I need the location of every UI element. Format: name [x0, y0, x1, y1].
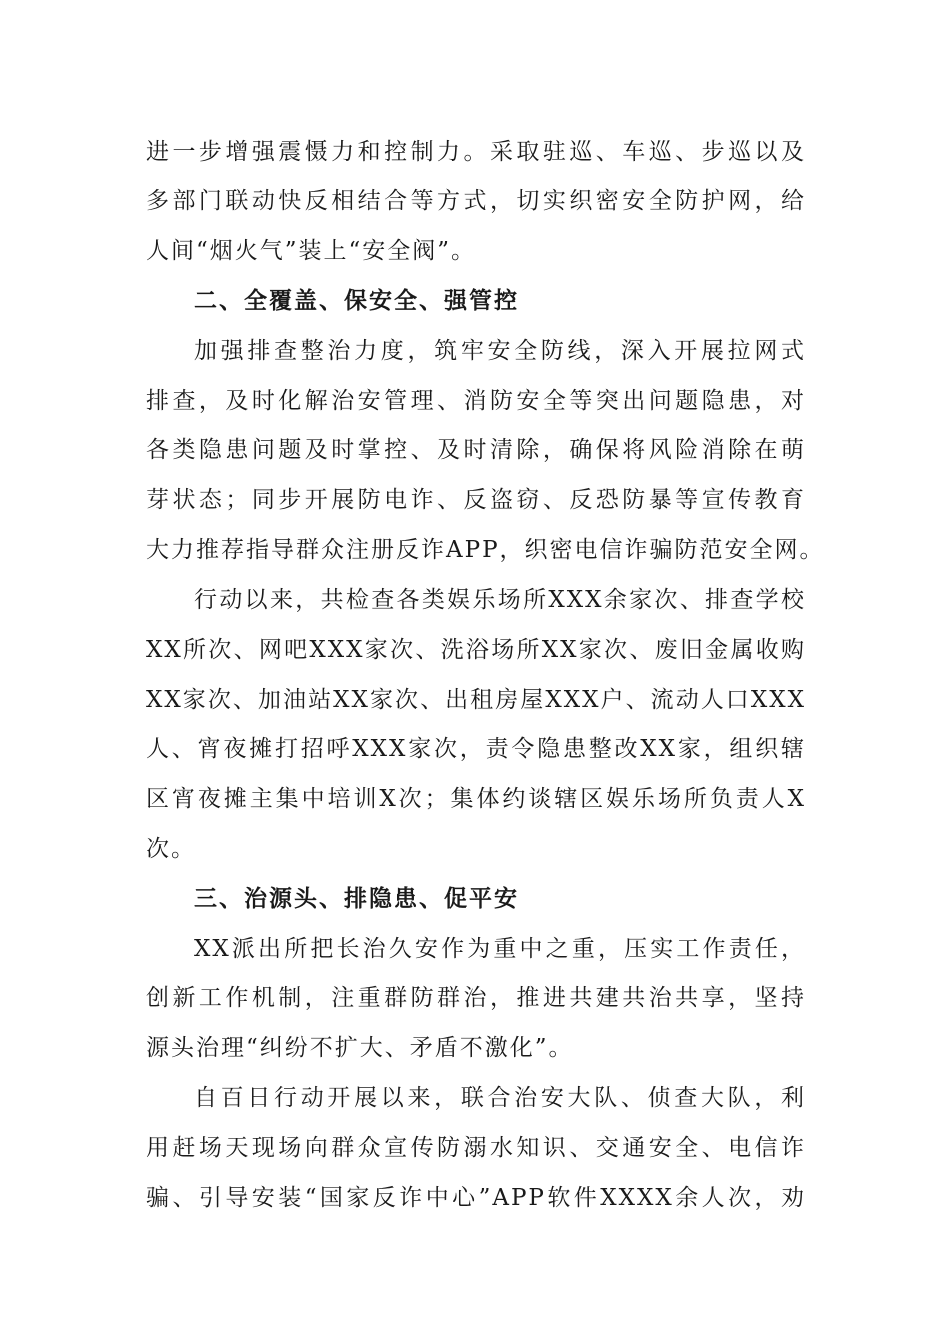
paragraph-line: 进一步增强震慑力和控制力。采取驻巡、车巡、步巡以及	[146, 139, 806, 165]
paragraph-line: XX所次、网吧XXX家次、洗浴场所XX家次、废旧金属收购	[146, 637, 806, 663]
paragraph-line: 用赶场天现场向群众宣传防溺水知识、交通安全、电信诈	[146, 1135, 806, 1161]
paragraph-line: 源头治理“纠纷不扩大、矛盾不激化”。	[146, 1035, 574, 1061]
paragraph-line: 多部门联动快反相结合等方式，切实织密安全防护网，给	[146, 188, 806, 214]
section-heading: 二、全覆盖、保安全、强管控	[194, 288, 519, 314]
paragraph-line: 排查，及时化解治安管理、消防安全等突出问题隐患，对	[146, 388, 806, 414]
paragraph-line: XX派出所把长治久安作为重中之重，压实工作责任，	[194, 936, 806, 962]
section-heading: 三、治源头、排隐患、促平安	[194, 886, 519, 912]
paragraph-line: 次。	[146, 836, 196, 862]
paragraph-line: 人间“烟火气”装上“安全阀”。	[146, 238, 477, 264]
paragraph-line: 各类隐患问题及时掌控、及时清除，确保将风险消除在萌	[146, 437, 806, 463]
paragraph-line: 人、宵夜摊打招呼XXX家次，责令隐患整改XX家，组织辖	[146, 736, 806, 762]
paragraph-line: 创新工作机制，注重群防群治，推进共建共治共享，坚持	[146, 985, 806, 1011]
paragraph-line: XX家次、加油站XX家次、出租房屋XXX户、流动人口XXX	[146, 687, 806, 713]
paragraph-line: 区宵夜摊主集中培训X次；集体约谈辖区娱乐场所负责人X	[146, 786, 806, 812]
paragraph-line: 加强排查整治力度，筑牢安全防线，深入开展拉网式	[194, 338, 806, 364]
paragraph-line: 行动以来，共检查各类娱乐场所XXX余家次、排查学校	[194, 587, 806, 613]
paragraph-line: 大力推荐指导群众注册反诈APP，织密电信诈骗防范安全网。	[146, 537, 825, 563]
paragraph-line: 芽状态；同步开展防电诈、反盗窃、反恐防暴等宣传教育	[146, 487, 806, 513]
paragraph-line: 骗、引导安装“国家反诈中心”APP软件XXXX余人次，劝	[146, 1185, 806, 1211]
paragraph-line: 自百日行动开展以来，联合治安大队、侦查大队，利	[194, 1085, 806, 1111]
